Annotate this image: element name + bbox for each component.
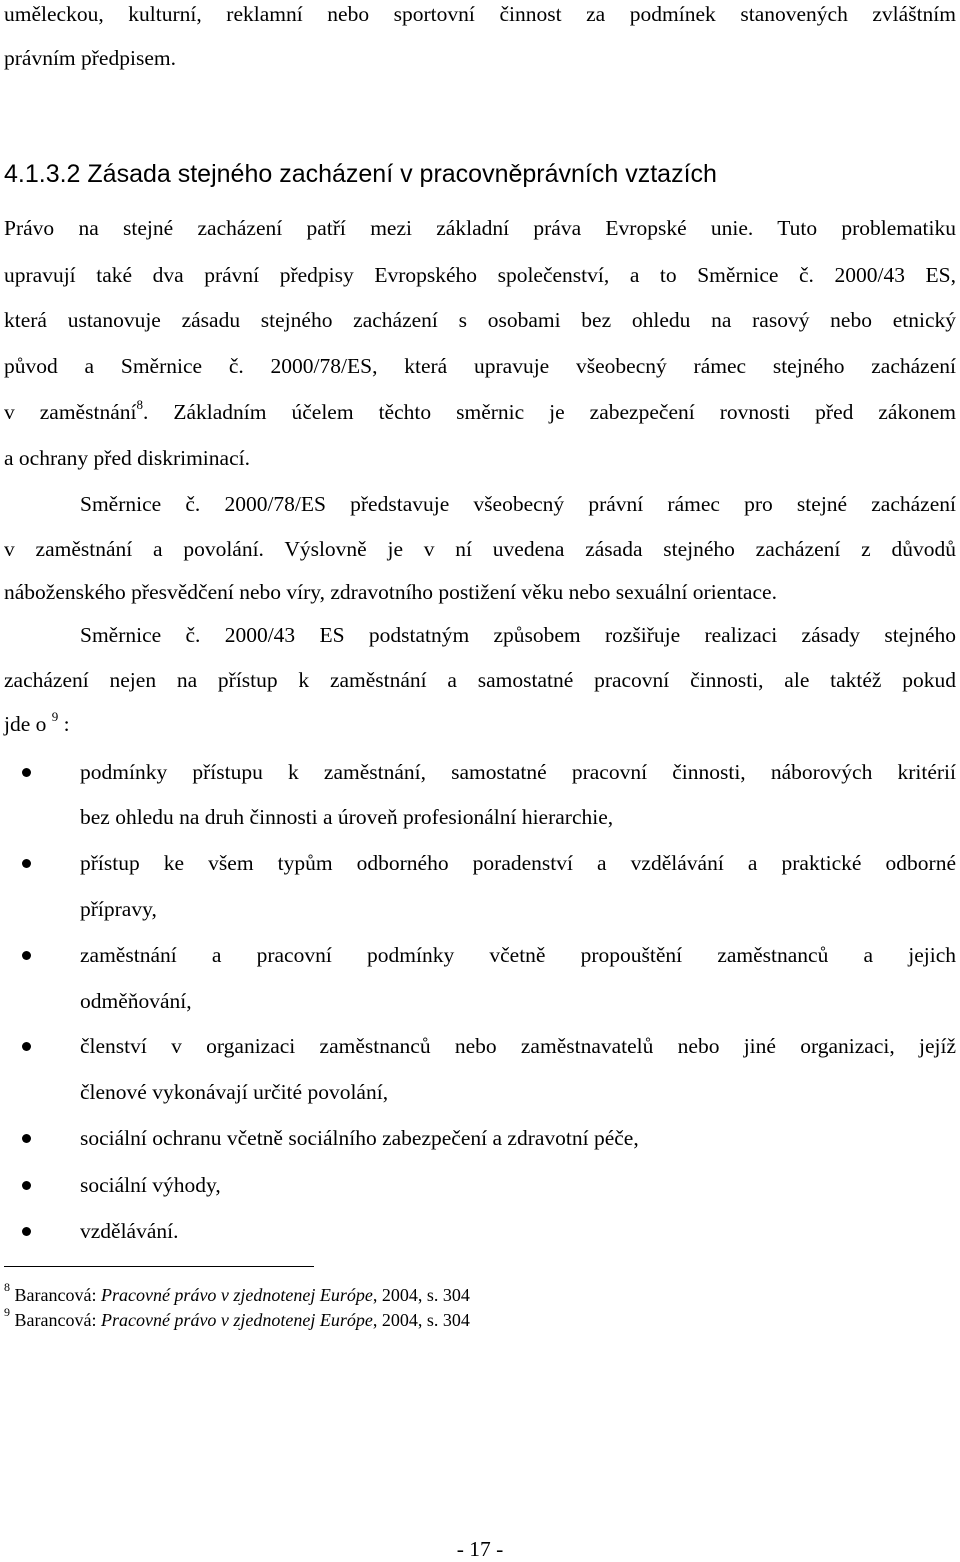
- bullet-icon: [22, 1227, 31, 1236]
- footnote-rest: , 2004, s. 304: [372, 1285, 470, 1305]
- body-line: [4, 710, 956, 738]
- footnote-rest: , 2004, s. 304: [372, 1310, 470, 1330]
- body-text: . Základním účelem těchto směrnic je zabezpečení rovnosti před zákonem: [142, 400, 956, 424]
- footnote-number: 9: [4, 1305, 10, 1319]
- body-line: zacházení nejen na přístup k zaměstnání a samostatné pracovní činnosti, ale taktéž pokud: [4, 668, 956, 692]
- footnote-author: Barancová:: [10, 1310, 101, 1330]
- list-item-text: členství v organizaci zaměstnanců nebo zaměstnavatelů nebo jiné organizaci, jejíž: [80, 1034, 956, 1058]
- footnote-ref: 9: [51, 708, 59, 724]
- footnote: [4, 1280, 470, 1306]
- body-line: původ a Směrnice č. 2000/78/ES, která upravuje všeobecný rámec stejného zacházení: [4, 354, 956, 378]
- list-item-text: bez ohledu na druh činnosti a úroveň profesionální hierarchie,: [80, 805, 614, 829]
- list-item-text: sociální ochranu včetně sociálního zabezpečení a zdravotní péče,: [80, 1126, 639, 1150]
- bullet-icon: [22, 859, 31, 868]
- footnote-ref: 8: [136, 396, 143, 412]
- bullet-icon: [22, 1042, 31, 1051]
- bullet-icon: [22, 951, 31, 960]
- body-line: Právo na stejné zacházení patří mezi základní práva Evropské unie. Tuto problematiku: [4, 216, 956, 240]
- body-line: která ustanovuje zásadu stejného zacházení s osobami bez ohledu na rasový nebo etnický: [4, 308, 956, 332]
- footnote-number: 8: [4, 1280, 10, 1294]
- body-line: náboženského přesvědčení nebo víry, zdravotního postižení věku nebo sexuální orientace.: [4, 580, 777, 604]
- body-line: Směrnice č. 2000/43 ES podstatným způsobem rozšiřuje realizaci zásady stejného: [80, 623, 956, 647]
- list-item-text: vzdělávání.: [80, 1219, 179, 1243]
- list-item-text: přístup ke všem typům odborného poradenství a vzdělávání a praktické odborné: [80, 851, 956, 875]
- bullet-icon: [22, 1134, 31, 1143]
- bullet-icon: [22, 1181, 31, 1190]
- body-line: [4, 398, 956, 426]
- bullet-icon: [22, 768, 31, 777]
- body-line: uměleckou, kulturní, reklamní nebo sportovní činnost za podmínek stanovených zvláštním: [4, 2, 956, 26]
- body-text: :: [58, 712, 70, 736]
- body-line: a ochrany před diskriminací.: [4, 446, 250, 470]
- body-line: v zaměstnání a povolání. Výslovně je v ní uvedena zásada stejného zacházení z důvodů: [4, 537, 956, 561]
- footnote-title: Pracovné právo v zjednotenej Európe: [100, 1285, 373, 1305]
- page-number: - 17 -: [456, 1537, 504, 1561]
- list-item-text: sociální výhody,: [80, 1173, 221, 1197]
- list-item-text: zaměstnání a pracovní podmínky včetně propouštění zaměstnanců a jejich: [80, 943, 956, 967]
- body-text: v zaměstnání: [4, 400, 137, 424]
- body-line: upravují také dva právní předpisy Evropského společenství, a to Směrnice č. 2000/43 ES,: [4, 263, 956, 287]
- footnote-separator: [4, 1266, 314, 1267]
- body-text: jde o: [4, 712, 52, 736]
- footnote: [4, 1305, 470, 1331]
- section-heading: 4.1.3.2 Zásada stejného zacházení v pracovněprávních vztazích: [4, 160, 717, 188]
- list-item-text: podmínky přístupu k zaměstnání, samostatné pracovní činnosti, náborových kritérií: [80, 760, 956, 784]
- list-item-text: přípravy,: [80, 897, 157, 921]
- body-line: právním předpisem.: [4, 46, 176, 70]
- list-item-text: členové vykonávají určité povolání,: [80, 1080, 389, 1104]
- body-line: Směrnice č. 2000/78/ES představuje všeobecný právní rámec pro stejné zacházení: [80, 492, 956, 516]
- footnote-title: Pracovné právo v zjednotenej Európe: [100, 1310, 373, 1330]
- list-item-text: odměňování,: [80, 989, 192, 1013]
- footnote-author: Barancová:: [10, 1285, 101, 1305]
